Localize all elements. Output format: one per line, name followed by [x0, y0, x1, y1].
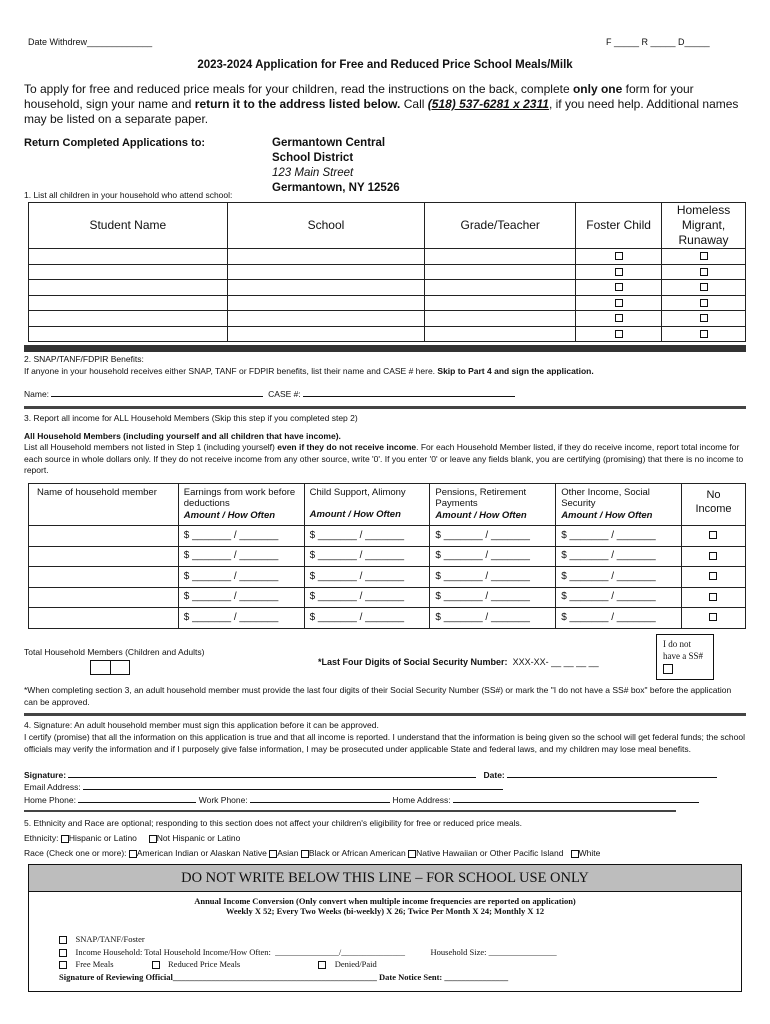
snap-checkbox[interactable]	[59, 936, 67, 944]
snap-name-field[interactable]	[51, 388, 263, 397]
divider	[24, 713, 746, 716]
table-row: $ _______ / _______ $ _______ / _______ $ _______ / _______ $ _______ / _______	[29, 608, 746, 629]
foster-checkbox[interactable]	[615, 330, 623, 338]
office-fields: SNAP/TANF/Foster Income Household: Total Household Income/How Often: _______________/_______________ Household Size: ________________ Free Meals Reduced Price Meals Denied/Paid Signature of Reviewing Official________________________________________________ Date Notice Sent: _______________	[59, 934, 557, 982]
home-phone-field[interactable]	[78, 794, 196, 803]
snap-name-line: Name: CASE #:	[24, 388, 515, 399]
section5-heading: 5. Ethnicity and Race are optional; responding to this section does not affect your children's eligibility for free or reduced price meals.	[24, 818, 523, 828]
total-members-label: Total Household Members (Children and Adults)	[24, 647, 205, 657]
section3-heading: 3. Report all income for ALL Household Members (Skip this step if you completed step 2)	[24, 413, 358, 423]
no-income-checkbox[interactable]	[709, 572, 717, 580]
income-table	[28, 483, 746, 629]
foster-checkbox[interactable]	[615, 283, 623, 291]
homeless-checkbox[interactable]	[700, 283, 708, 291]
income-household-checkbox[interactable]	[59, 949, 67, 957]
reduced-checkbox[interactable]	[152, 961, 160, 969]
no-income-checkbox[interactable]	[709, 593, 717, 601]
col-pensions: Pensions, Retirement Payments Amount / How Often	[430, 484, 556, 526]
no-income-checkbox[interactable]	[709, 613, 717, 621]
american-indian-checkbox[interactable]	[129, 850, 137, 858]
phone-line: Home Phone: Work Phone: Home Address:	[24, 794, 699, 805]
black-checkbox[interactable]	[301, 850, 309, 858]
foster-checkbox[interactable]	[615, 314, 623, 322]
homeless-checkbox[interactable]	[700, 299, 708, 307]
ssn-field[interactable]: XXX-XX- __ __ __ __	[512, 657, 599, 667]
signature-field[interactable]	[68, 769, 476, 778]
table-row: $ _______ / _______ $ _______ / _______ $ _______ / _______ $ _______ / _______	[29, 567, 746, 588]
asian-checkbox[interactable]	[269, 850, 277, 858]
denied-checkbox[interactable]	[318, 961, 326, 969]
foster-checkbox[interactable]	[615, 268, 623, 276]
foster-checkbox[interactable]	[615, 252, 623, 260]
table-row: $ _______ / _______ $ _______ / _______ $ _______ / _______ $ _______ / _______	[29, 587, 746, 608]
office-use-banner: DO NOT WRITE BELOW THIS LINE – FOR SCHOOL USE ONLY	[29, 865, 741, 892]
page-title: 2023-2024 Application for Free and Reduced Price School Meals/Milk	[197, 59, 573, 71]
conversion-rates: Weekly X 52; Every Two Weeks (bi-weekly) X 26; Twice Per Month X 24; Monthly X 12	[225, 906, 545, 917]
home-address-field[interactable]	[453, 794, 699, 803]
col-child-support: Child Support, Alimony Amount / How Often	[304, 484, 430, 526]
ethnicity-row: Ethnicity: Hispanic or Latino Not Hispanic or Latino	[24, 833, 241, 843]
date-field[interactable]	[507, 769, 717, 778]
col-no-income: No Income	[681, 484, 745, 526]
section1-label: 1. List all children in your household who attend school:	[24, 190, 233, 200]
col-school: School	[227, 203, 425, 249]
col-household-member: Name of household member	[29, 484, 179, 526]
section3-text: List all Household members not listed in Step 1 (including yourself) even if they do not receive income. For each Household Member listed, if they do receive income, report total income for each source in whole dollars only. If they do not receive income from any other source, write '0'. If you enter '0' or leave any fields blank, you are certifying (promising) that there is no income to report.	[24, 442, 744, 475]
table-row	[29, 249, 746, 265]
section2-text: If anyone in your household receives either SNAP, TANF or FDPIR benefits, list their name and CASE # here. Skip to Part 4 and sign the application.	[24, 366, 594, 376]
col-grade-teacher: Grade/Teacher	[425, 203, 576, 249]
free-meals-checkbox[interactable]	[59, 961, 67, 969]
no-income-checkbox[interactable]	[709, 531, 717, 539]
signature-line: Signature: Date:	[24, 769, 717, 780]
homeless-checkbox[interactable]	[700, 330, 708, 338]
table-row	[29, 280, 746, 296]
col-foster-child: Foster Child	[576, 203, 662, 249]
table-row	[29, 295, 746, 311]
col-student-name: Student Name	[29, 203, 228, 249]
email-field[interactable]	[83, 781, 503, 790]
pacific-islander-checkbox[interactable]	[408, 850, 416, 858]
ssn-note: *When completing section 3, an adult household member must provide the last four digits of their Social Security Number (SS#) or mark the "I do not have a SS# box" before the application can be approved.	[24, 685, 732, 707]
table-row: $ _______ / _______ $ _______ / _______ $ _______ / _______ $ _______ / _______	[29, 546, 746, 567]
col-other-income: Other Income, Social Security Amount / How Often	[556, 484, 682, 526]
divider	[24, 406, 746, 409]
ssn-label: *Last Four Digits of Social Security Number: XXX-XX- __ __ __ __	[318, 657, 599, 667]
section3-bold: All Household Members (including yourself and all children that have income).	[24, 431, 341, 441]
certification-text: I certify (promise) that all the information on this application is true and that all income is reported. I understand that the information is being given so the school will get federal funds; the school officials may verify the information and if I purposely give false information, I may be prosecuted under applicable State and federal laws, and my children may lose meal benefits.	[24, 732, 746, 754]
white-checkbox[interactable]	[571, 850, 579, 858]
no-ssn-checkbox[interactable]	[663, 664, 673, 674]
table-row	[29, 311, 746, 327]
homeless-checkbox[interactable]	[700, 314, 708, 322]
race-row: Race (Check one or more): American Indian or Alaskan Native Asian Black or African American Native Hawaiian or Other Pacific Island White	[24, 848, 601, 858]
date-withdrew: Date Withdrew_____________	[28, 37, 153, 47]
snap-case-field[interactable]	[303, 388, 515, 397]
not-hispanic-checkbox[interactable]	[149, 835, 157, 843]
homeless-checkbox[interactable]	[700, 252, 708, 260]
table-row	[29, 326, 746, 342]
income-conversion: Annual Income Conversion (Only convert when multiple income frequencies are reported on application)	[194, 896, 576, 906]
hispanic-checkbox[interactable]	[61, 835, 69, 843]
table-row: $ _______ / _______ $ _______ / _______ $ _______ / _______ $ _______ / _______	[29, 526, 746, 547]
foster-checkbox[interactable]	[615, 299, 623, 307]
email-line: Email Address:	[24, 781, 503, 792]
divider	[24, 345, 746, 352]
col-homeless: Homeless Migrant, Runaway	[662, 203, 746, 249]
homeless-checkbox[interactable]	[700, 268, 708, 276]
children-table	[28, 202, 746, 342]
office-use-box	[28, 864, 742, 992]
work-phone-field[interactable]	[250, 794, 390, 803]
col-earnings: Earnings from work before deductions Amount / How Often	[178, 484, 304, 526]
help-phone: (518) 537-6281 x 2311	[427, 97, 549, 111]
table-row	[29, 264, 746, 280]
total-members-field[interactable]	[90, 660, 130, 675]
intro-paragraph: To apply for free and reduced price meals for your children, read the instructions on the back, complete only one form for your household, sign your name and return it to the address listed below. Call (518) 537-6281 x 2311, if you need help. Additional names may be listed on a separate paper.	[24, 82, 739, 126]
frd-code: F _____ R _____ D_____	[606, 37, 710, 47]
section4-heading: 4. Signature: An adult household member must sign this application before it can be approved.	[24, 720, 379, 730]
return-label: Return Completed Applications to:	[24, 137, 206, 149]
divider	[24, 810, 676, 812]
no-income-checkbox[interactable]	[709, 552, 717, 560]
return-address: Germantown Central School District 123 Main Street Germantown, NY 12526	[272, 137, 400, 194]
section2-heading: 2. SNAP/TANF/FDPIR Benefits:	[24, 354, 144, 364]
no-ssn-box: I do not have a SS#	[656, 634, 714, 680]
